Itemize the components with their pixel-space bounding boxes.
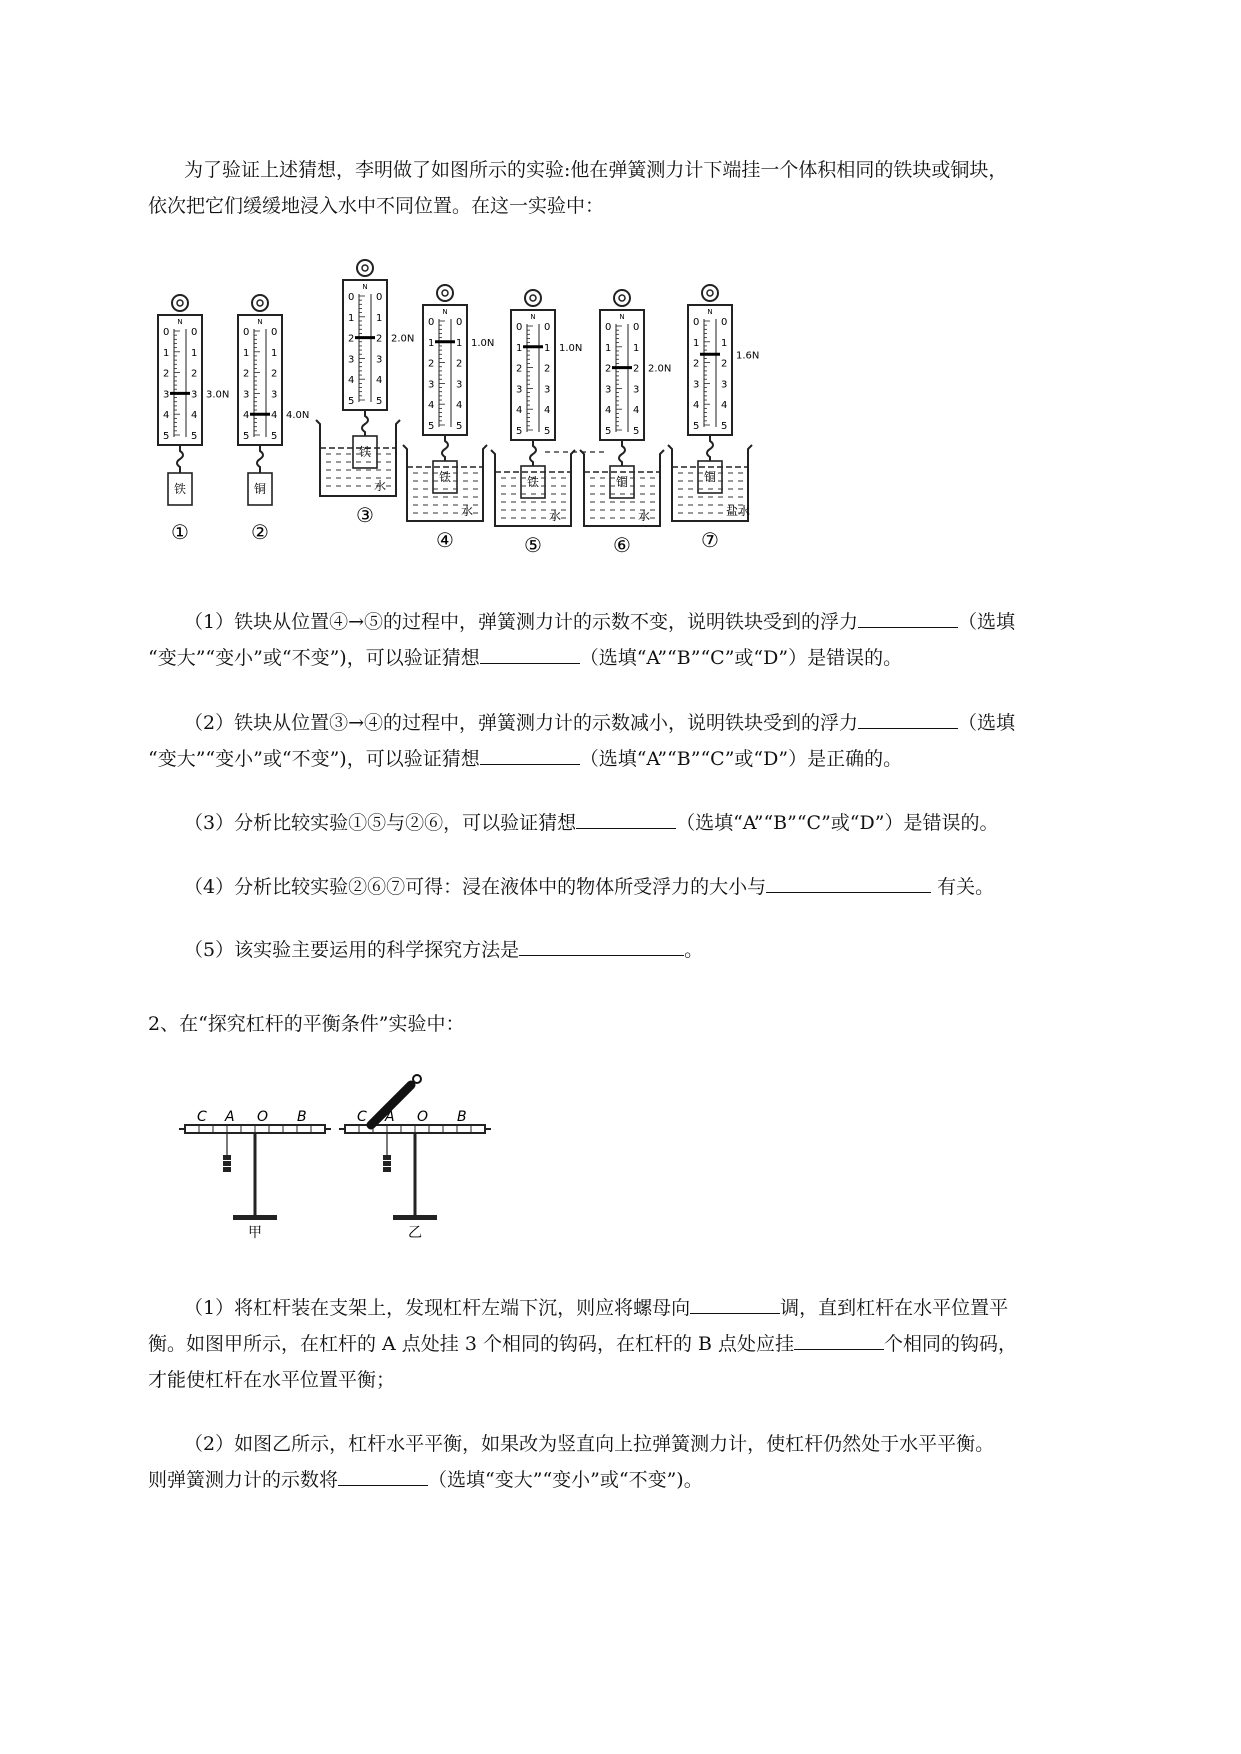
scale-tick-label: 3 bbox=[376, 354, 383, 366]
liquid-label: 水 bbox=[374, 479, 387, 493]
scale-tick-label: 0 bbox=[544, 322, 551, 333]
scale-tick-label: 4 bbox=[693, 400, 700, 412]
hanging-ring-icon bbox=[357, 260, 373, 276]
scale-tick-label: 4 bbox=[516, 405, 523, 417]
scale-tick-label: 5 bbox=[456, 421, 463, 432]
scale-tick-label: 5 bbox=[633, 426, 640, 437]
answer-blank[interactable] bbox=[858, 708, 958, 729]
scale-tick-label: 3 bbox=[693, 379, 700, 391]
scale-tick-label: 0 bbox=[721, 317, 728, 328]
scale-tick-label: 0 bbox=[348, 292, 355, 303]
spring-scale-ring-icon bbox=[413, 1075, 421, 1083]
lever-point-label: C bbox=[357, 1109, 367, 1125]
scale-tick-label: 5 bbox=[605, 426, 612, 437]
scale-tick-label: 3 bbox=[633, 384, 640, 396]
figure-number: ⑤ bbox=[524, 533, 542, 557]
scale-unit-label: N bbox=[530, 313, 536, 321]
q2-part1-line3: 才能使杠杆在水平位置平衡； bbox=[148, 1369, 396, 1391]
scale-tick-label: 2 bbox=[376, 333, 383, 345]
scale-tick-label: 2 bbox=[456, 358, 463, 370]
scale-tick-label: 2 bbox=[428, 358, 435, 370]
hook-weight bbox=[383, 1167, 391, 1172]
liquid-label: 盐水 bbox=[726, 504, 751, 518]
reading-label: 2.0N bbox=[648, 363, 672, 375]
scale-tick-label: 0 bbox=[191, 327, 198, 338]
hook-icon bbox=[619, 440, 625, 468]
scale-tick-label: 5 bbox=[271, 431, 278, 442]
scale-tick-label: 3 bbox=[544, 384, 551, 396]
lever-point-label: B bbox=[297, 1109, 307, 1125]
figure-caption: 乙 bbox=[408, 1225, 422, 1241]
figure-number: ① bbox=[171, 520, 189, 544]
scale-tick-label: 4 bbox=[544, 405, 551, 417]
scale-tick-label: 4 bbox=[605, 405, 612, 417]
scale-tick-label: 4 bbox=[633, 405, 640, 417]
hanging-ring-icon bbox=[362, 265, 368, 271]
scale-tick-label: 2 bbox=[605, 363, 612, 375]
hanging-ring-icon bbox=[619, 295, 625, 301]
scale-tick-label: 1 bbox=[348, 312, 355, 324]
q2-title: 2、在“探究杠杆的平衡条件”实验中： bbox=[148, 1013, 465, 1035]
block-label: 铜 bbox=[703, 470, 717, 484]
scale-tick-label: 3 bbox=[721, 379, 728, 391]
scale-tick-label: 4 bbox=[428, 400, 435, 412]
scale-tick-label: 0 bbox=[376, 292, 383, 303]
hanging-ring-icon bbox=[707, 290, 713, 296]
scale-tick-label: 0 bbox=[243, 327, 250, 338]
hanging-ring-icon bbox=[702, 285, 718, 301]
figure-caption: 甲 bbox=[248, 1225, 262, 1241]
answer-blank[interactable] bbox=[858, 607, 958, 628]
intro-line-1: 为了验证上述猜想，李明做了如图所示的实验:他在弹簧测力计下端挂一个体积相同的铁块或铜块， bbox=[184, 159, 1008, 181]
liquid-label: 水 bbox=[461, 504, 474, 518]
scale-tick-label: 5 bbox=[243, 431, 250, 442]
scale-tick-label: 2 bbox=[163, 368, 170, 380]
q1-part4: （4）分析比较实验②⑥⑦可得：浸在液体中的物体所受浮力的大小与 有关。 bbox=[148, 870, 1178, 904]
scale-tick-label: 1 bbox=[633, 342, 640, 354]
scale-tick-label: 3 bbox=[163, 389, 170, 401]
scale-tick-label: 4 bbox=[271, 410, 278, 422]
liquid-label: 水 bbox=[549, 509, 562, 523]
figure-number: ⑦ bbox=[701, 528, 719, 552]
scale-tick-label: 2 bbox=[348, 333, 355, 345]
figure-number: ④ bbox=[436, 528, 454, 552]
scale-tick-label: 1 bbox=[721, 337, 728, 349]
q1-part5: （5）该实验主要运用的科学探究方法是 。 bbox=[148, 933, 1178, 967]
q2-part1-line2: 衡。如图甲所示，在杠杆的 A 点处挂 3 个相同的钩码，在杠杆的 B 点处应挂 个相同的钩码， bbox=[148, 1327, 1178, 1361]
scale-tick-label: 5 bbox=[191, 431, 198, 442]
scale-unit-label: N bbox=[707, 308, 713, 316]
answer-blank[interactable] bbox=[519, 935, 684, 956]
scale-tick-label: 3 bbox=[191, 389, 198, 401]
scale-tick-label: 1 bbox=[376, 312, 383, 324]
block-label: 铁 bbox=[358, 445, 372, 459]
lever-point-label: A bbox=[225, 1109, 235, 1125]
scale-tick-label: 4 bbox=[376, 375, 383, 387]
answer-blank[interactable] bbox=[766, 872, 931, 893]
figure-number: ③ bbox=[356, 503, 374, 527]
scale-tick-label: 1 bbox=[191, 347, 198, 359]
hook-icon bbox=[442, 435, 448, 463]
answer-blank[interactable] bbox=[576, 808, 676, 829]
scale-tick-label: 3 bbox=[271, 389, 278, 401]
lever-point-label: B bbox=[457, 1109, 467, 1125]
scale-tick-label: 3 bbox=[243, 389, 250, 401]
lever-point-label: C bbox=[197, 1109, 207, 1125]
q1-part2-line2: “变大”“变小”或“不变”)，可以验证猜想 （选填“A”“B”“C”或“D”）是正确的。 bbox=[148, 742, 1178, 776]
answer-blank[interactable] bbox=[338, 1465, 428, 1486]
q2-part2-line2: 则弹簧测力计的示数将 （选填“变大”“变小”或“不变”)。 bbox=[148, 1463, 1178, 1497]
lever-figure bbox=[175, 1065, 535, 1250]
scale-tick-label: 0 bbox=[163, 327, 170, 338]
scale-tick-label: 5 bbox=[544, 426, 551, 437]
hanging-ring-icon bbox=[177, 300, 183, 306]
q1-part1-line2: “变大”“变小”或“不变”)，可以验证猜想 （选填“A”“B”“C”或“D”）是错误的。 bbox=[148, 641, 1178, 675]
scale-tick-label: 3 bbox=[456, 379, 463, 391]
scale-unit-label: N bbox=[257, 318, 263, 326]
block-label: 铁 bbox=[526, 475, 540, 489]
hook-weight bbox=[383, 1161, 391, 1166]
block-label: 铜 bbox=[615, 475, 629, 489]
figure-number: ② bbox=[251, 520, 269, 544]
scale-tick-label: 0 bbox=[633, 322, 640, 333]
scale-unit-label: N bbox=[619, 313, 625, 321]
scale-tick-label: 2 bbox=[633, 363, 640, 375]
hook-icon bbox=[530, 440, 536, 468]
scale-tick-label: 2 bbox=[191, 368, 198, 380]
spring-scale-figure bbox=[150, 255, 790, 575]
scale-tick-label: 2 bbox=[271, 368, 278, 380]
hook-icon bbox=[707, 435, 713, 463]
hook-weight bbox=[223, 1161, 231, 1166]
scale-tick-label: 0 bbox=[693, 317, 700, 328]
scale-tick-label: 2 bbox=[243, 368, 250, 380]
scale-tick-label: 3 bbox=[428, 379, 435, 391]
scale-tick-label: 2 bbox=[721, 358, 728, 370]
hanging-ring-icon bbox=[437, 285, 453, 301]
hanging-ring-icon bbox=[530, 295, 536, 301]
scale-tick-label: 4 bbox=[721, 400, 728, 412]
q2-part1-line1: （1）将杠杆装在支架上，发现杠杆左端下沉，则应将螺母向 调，直到杠杆在水平位置平 bbox=[148, 1291, 1178, 1325]
scale-tick-label: 0 bbox=[428, 317, 435, 328]
scale-tick-label: 5 bbox=[376, 396, 383, 407]
hook-icon bbox=[362, 410, 368, 438]
scale-tick-label: 0 bbox=[456, 317, 463, 328]
block-label: 铁 bbox=[438, 470, 452, 484]
liquid-label: 水 bbox=[638, 509, 651, 523]
block-label: 铁 bbox=[173, 482, 187, 496]
scale-tick-label: 2 bbox=[544, 363, 551, 375]
block-label: 铜 bbox=[253, 482, 267, 496]
lever-stand-base bbox=[393, 1215, 437, 1220]
scale-tick-label: 5 bbox=[693, 421, 700, 432]
hook-weight bbox=[223, 1155, 231, 1160]
scale-tick-label: 5 bbox=[428, 421, 435, 432]
lever-point-label: O bbox=[257, 1109, 269, 1125]
scale-tick-label: 1 bbox=[271, 347, 278, 359]
scale-tick-label: 4 bbox=[191, 410, 198, 422]
lever-point-label: O bbox=[417, 1109, 429, 1125]
scale-tick-label: 1 bbox=[605, 342, 612, 354]
q1-part2-line1: （2）铁块从位置③→④的过程中，弹簧测力计的示数减小，说明铁块受到的浮力 （选填 bbox=[148, 706, 1178, 740]
lever-point-label: A bbox=[385, 1109, 395, 1125]
scale-tick-label: 1 bbox=[456, 337, 463, 349]
scale-tick-label: 2 bbox=[516, 363, 523, 375]
scale-tick-label: 1 bbox=[693, 337, 700, 349]
scale-tick-label: 1 bbox=[428, 337, 435, 349]
scale-tick-label: 4 bbox=[243, 410, 250, 422]
scale-tick-label: 0 bbox=[271, 327, 278, 338]
reading-label: 3.0N bbox=[206, 389, 230, 401]
reading-label: 4.0N bbox=[286, 410, 310, 422]
scale-tick-label: 4 bbox=[163, 410, 170, 422]
scale-tick-label: 5 bbox=[163, 431, 170, 442]
hook-weight bbox=[383, 1155, 391, 1160]
scale-unit-label: N bbox=[442, 308, 448, 316]
reading-label: 1.0N bbox=[559, 342, 583, 354]
figure-number: ⑥ bbox=[613, 533, 631, 557]
reading-label: 2.0N bbox=[391, 333, 415, 345]
q1-part1-line1: （1）铁块从位置④→⑤的过程中，弹簧测力计的示数不变，说明铁块受到的浮力 （选填 bbox=[148, 605, 1178, 639]
scale-tick-label: 5 bbox=[348, 396, 355, 407]
hook-icon bbox=[257, 445, 263, 473]
hook-icon bbox=[177, 445, 183, 473]
reading-label: 1.6N bbox=[736, 350, 760, 362]
scale-tick-label: 1 bbox=[544, 342, 551, 354]
answer-blank[interactable] bbox=[480, 744, 580, 765]
lever-stand-base bbox=[233, 1215, 277, 1220]
scale-tick-label: 1 bbox=[516, 342, 523, 354]
hanging-ring-icon bbox=[257, 300, 263, 306]
hanging-ring-icon bbox=[525, 290, 541, 306]
answer-blank[interactable] bbox=[480, 643, 580, 664]
hanging-ring-icon bbox=[442, 290, 448, 296]
scale-tick-label: 0 bbox=[516, 322, 523, 333]
hook-weight bbox=[223, 1167, 231, 1172]
scale-tick-label: 3 bbox=[348, 354, 355, 366]
intro-line-2: 依次把它们缓缓地浸入水中不同位置。在这一实验中： bbox=[148, 195, 605, 217]
q2-part2-line1: （2）如图乙所示，杠杆水平平衡，如果改为竖直向上拉弹簧测力计，使杠杆仍然处于水平平衡。 bbox=[184, 1433, 995, 1455]
scale-tick-label: 1 bbox=[243, 347, 250, 359]
scale-unit-label: N bbox=[362, 283, 368, 291]
hanging-ring-icon bbox=[172, 295, 188, 311]
scale-tick-label: 3 bbox=[516, 384, 523, 396]
hanging-ring-icon bbox=[614, 290, 630, 306]
scale-tick-label: 5 bbox=[721, 421, 728, 432]
scale-unit-label: N bbox=[177, 318, 183, 326]
scale-tick-label: 0 bbox=[605, 322, 612, 333]
scale-tick-label: 2 bbox=[693, 358, 700, 370]
scale-tick-label: 5 bbox=[516, 426, 523, 437]
scale-tick-label: 4 bbox=[348, 375, 355, 387]
answer-blank[interactable] bbox=[690, 1293, 780, 1314]
hanging-ring-icon bbox=[252, 295, 268, 311]
answer-blank[interactable] bbox=[794, 1329, 884, 1350]
scale-tick-label: 1 bbox=[163, 347, 170, 359]
q1-part3: （3）分析比较实验①⑤与②⑥，可以验证猜想 （选填“A”“B”“C”或“D”）是错误的。 bbox=[148, 806, 1178, 840]
scale-tick-label: 4 bbox=[456, 400, 463, 412]
reading-label: 1.0N bbox=[471, 337, 495, 349]
scale-tick-label: 3 bbox=[605, 384, 612, 396]
